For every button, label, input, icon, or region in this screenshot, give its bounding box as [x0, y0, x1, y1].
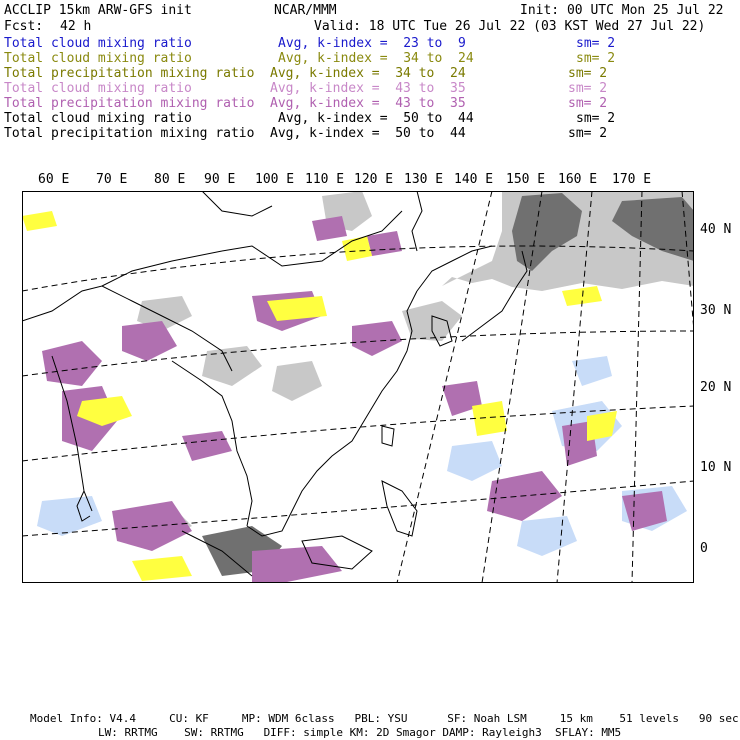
legend-field: Total precipitation mixing ratio: [4, 66, 255, 81]
legend-avg: Avg, k-index = 50 to 44: [278, 111, 474, 126]
legend-field: Total precipitation mixing ratio: [4, 126, 255, 141]
lon-label: 70 E: [96, 172, 128, 187]
lon-label: 120 E: [354, 172, 394, 187]
forecast-map: [22, 191, 694, 583]
legend-sm: sm= 2: [576, 51, 616, 66]
lon-label: 90 E: [204, 172, 236, 187]
precip-patch: [472, 401, 507, 436]
legend-avg: Avg, k-index = 23 to 9: [278, 36, 466, 51]
lon-label: 80 E: [154, 172, 186, 187]
valid-time: Valid: 18 UTC Tue 26 Jul 22 (03 KST Wed 27 Jul 22): [314, 19, 706, 34]
model-info-line2: LW: RRTMG SW: RRTMG DIFF: simple KM: 2D Smagor DAMP: Rayleigh3 SFLAY: MM5: [98, 726, 622, 739]
legend-field: Total cloud mixing ratio: [4, 81, 192, 96]
legend-avg: Avg, k-index = 43 to 35: [270, 81, 466, 96]
legend-field: Total precipitation mixing ratio: [4, 96, 255, 111]
lon-label: 60 E: [38, 172, 70, 187]
legend-avg: Avg, k-index = 34 to 24: [278, 51, 474, 66]
legend-field: Total cloud mixing ratio: [4, 36, 192, 51]
lat-label: 10 N: [700, 460, 732, 475]
lat-label: 0: [700, 541, 708, 556]
org-label: NCAR/MMM: [274, 3, 337, 18]
legend-sm: sm= 2: [568, 81, 608, 96]
lon-label: 140 E: [454, 172, 494, 187]
lon-label: 160 E: [558, 172, 598, 187]
legend-field: Total cloud mixing ratio: [4, 51, 192, 66]
lat-label: 40 N: [700, 222, 732, 237]
lon-label: 150 E: [506, 172, 546, 187]
legend-sm: sm= 2: [576, 111, 616, 126]
legend-sm: sm= 2: [568, 66, 608, 81]
legend-avg: Avg, k-index = 50 to 44: [270, 126, 466, 141]
model-info-line1: Model Info: V4.4 CU: KF MP: WDM 6class PBL: YSU SF: Noah LSM 15 km 51 levels 90 sec: [30, 712, 739, 725]
model-title: ACCLIP 15km ARW-GFS init: [4, 3, 192, 18]
legend-sm: sm= 2: [576, 36, 616, 51]
legend-field: Total cloud mixing ratio: [4, 111, 192, 126]
lat-label: 30 N: [700, 303, 732, 318]
lat-label: 20 N: [700, 380, 732, 395]
init-time: Init: 00 UTC Mon 25 Jul 22: [520, 3, 724, 18]
lon-label: 100 E: [255, 172, 295, 187]
legend-sm: sm= 2: [568, 96, 608, 111]
legend-avg: Avg, k-index = 43 to 35: [270, 96, 466, 111]
legend-sm: sm= 2: [568, 126, 608, 141]
forecast-hours: 42 h: [60, 19, 92, 34]
lon-label: 110 E: [305, 172, 345, 187]
lon-label: 170 E: [612, 172, 652, 187]
lon-label: 130 E: [404, 172, 444, 187]
legend-avg: Avg, k-index = 34 to 24: [270, 66, 466, 81]
forecast-label: Fcst:: [4, 19, 44, 34]
